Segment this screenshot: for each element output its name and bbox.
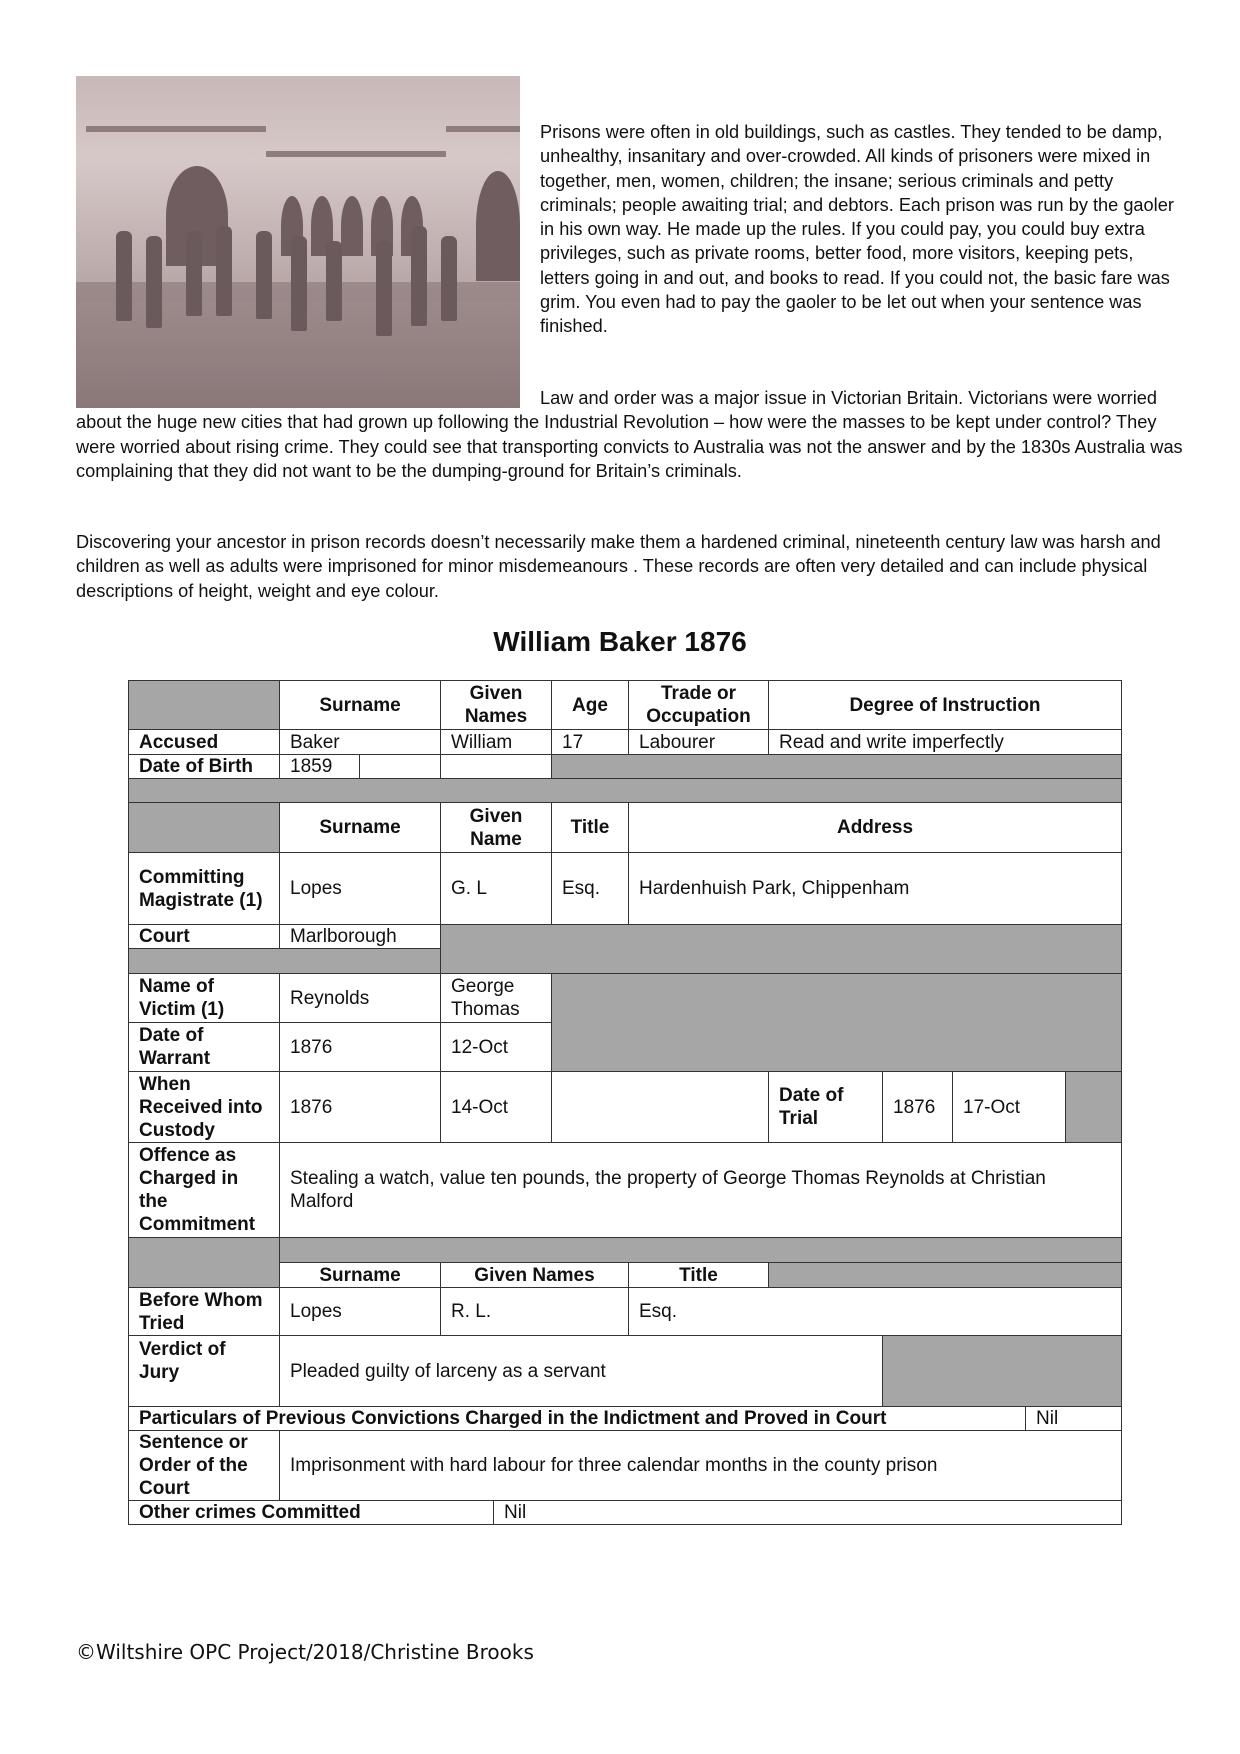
other-crimes-label: Other crimes Committed (128, 1500, 494, 1525)
trial-year: 1876 (882, 1071, 953, 1143)
figure (411, 226, 427, 326)
victim-given-names: George Thomas (440, 973, 552, 1023)
magistrate-given-name: G. L (440, 852, 552, 925)
intro-paragraph: Prisons were often in old buildings, such as castles. They tended to be damp, unhealthy, insanitary and over-crowded. All kinds of prisoners were mixed in together, men, women, children; the insane; serious criminals and petty criminals; people awaiting trial; and debtors. Each prison was run by the gaoler in his own way. He made up the rules. If you could pay, you could buy extra privileges, such as private rooms, better food, more visitors, keeping pets, letters going in and out, and books to read. If you could not, the basic fare was grim. You even had to pay the gaoler to be let out when your sentence was finished. (540, 122, 1174, 337)
shaded-cell (128, 1237, 280, 1288)
custody-label: When Received into Custody (128, 1071, 280, 1143)
header-title: Title (551, 802, 629, 853)
sentence-label: Sentence or Order of the Court (128, 1430, 280, 1501)
blank-cell (551, 1071, 769, 1143)
victim-surname: Reynolds (279, 973, 441, 1023)
accused-instruction: Read and write imperfectly (768, 729, 1122, 755)
dob-label: Date of Birth (128, 754, 280, 779)
shaded-cell (128, 948, 441, 974)
prison-photo (76, 76, 520, 408)
warrant-year: 1876 (279, 1022, 441, 1072)
magistrate-label: Committing Magistrate (1) (128, 852, 280, 925)
sentence-value: Imprisonment with hard labour for three calendar months in the county prison (279, 1430, 1122, 1501)
shaded-cell (882, 1335, 1122, 1407)
header-given-names: Given Names (440, 680, 552, 730)
warrant-label: Date of Warrant (128, 1022, 280, 1072)
blank-cell (128, 680, 280, 730)
accused-age: 17 (551, 729, 629, 755)
arch (341, 196, 363, 256)
previous-convictions-value: Nil (1025, 1406, 1122, 1431)
figure (256, 231, 272, 319)
header-address: Address (628, 802, 1122, 853)
law-and-order-paragraph: Law and order was a major issue in Victorian Britain. Victorians were worried about the huge new cities that had grown up following the Industrial Revolution – how were the masses to be kept under control? They were worried about rising crime. They could see that transporting convicts to Australia was not the answer and by the 1830s Australia was complaining that they did not want to be the dumping-ground for Britain’s criminals. (76, 388, 1183, 481)
records-paragraph: Discovering your ancestor in prison records doesn’t necessarily make them a hardened criminal, nineteenth century law was harsh and children as well as adults were imprisoned for minor misdemeanours . These records are often very detailed and can include physical descriptions of height, weight and eye colour. (76, 532, 1161, 601)
verdict-label: Verdict of Jury (128, 1335, 280, 1407)
dob-value: 1859 (279, 754, 360, 779)
shaded-cell (551, 973, 1122, 1072)
cornice (266, 151, 446, 157)
figure (216, 226, 232, 316)
prison-record-table (128, 680, 1122, 1545)
offence-value: Stealing a watch, value ten pounds, the property of George Thomas Reynolds at Christian Malford (279, 1142, 1122, 1238)
previous-convictions-label: Particulars of Previous Convictions Charged in the Indictment and Proved in Court (128, 1406, 1026, 1431)
copyright-footer: ©Wiltshire OPC Project/2018/Christine Brooks (76, 1640, 534, 1664)
blank-cell (128, 802, 280, 853)
cornice (446, 126, 520, 132)
judge-label: Before Whom Tried (128, 1287, 280, 1336)
shaded-cell (768, 1262, 1122, 1288)
header-given-names: Given Names (440, 1262, 629, 1288)
trial-date: 17-Oct (952, 1071, 1066, 1143)
figure (291, 236, 307, 331)
accused-label: Accused (128, 729, 280, 755)
judge-surname: Lopes (279, 1287, 441, 1336)
judge-given-names: R. L. (440, 1287, 629, 1336)
figure (441, 236, 457, 321)
header-surname: Surname (279, 802, 441, 853)
other-crimes-value: Nil (493, 1500, 1122, 1525)
offence-label: Offence as Charged in the Commitment (128, 1142, 280, 1238)
shaded-cell (551, 754, 1122, 779)
header-surname: Surname (279, 680, 441, 730)
judge-title: Esq. (628, 1287, 1122, 1336)
accused-trade: Labourer (628, 729, 769, 755)
court-label: Court (128, 924, 280, 949)
header-given-name: Given Name (440, 802, 552, 853)
accused-given-names: William (440, 729, 552, 755)
figure (376, 241, 392, 336)
verdict-value: Pleaded guilty of larceny as a servant (279, 1335, 883, 1407)
figure (146, 236, 162, 328)
shaded-cell (279, 1237, 1122, 1263)
shaded-cell (440, 924, 1122, 974)
separator-row (128, 778, 1122, 803)
cornice (86, 126, 266, 132)
figure (326, 241, 342, 321)
victim-label: Name of Victim (1) (128, 973, 280, 1023)
header-age: Age (551, 680, 629, 730)
shaded-cell (1065, 1071, 1122, 1143)
warrant-date: 12-Oct (440, 1022, 552, 1072)
trial-label: Date of Trial (768, 1071, 883, 1143)
header-instruction: Degree of Instruction (768, 680, 1122, 730)
header-trade: Trade or Occupation (628, 680, 769, 730)
magistrate-title: Esq. (551, 852, 629, 925)
magistrate-address: Hardenhuish Park, Chippenham (628, 852, 1122, 925)
custody-year: 1876 (279, 1071, 441, 1143)
blank-cell (440, 754, 552, 779)
court-value: Marlborough (279, 924, 441, 949)
header-surname: Surname (279, 1262, 441, 1288)
record-title: William Baker 1876 (493, 626, 747, 657)
header-title: Title (628, 1262, 769, 1288)
custody-date: 14-Oct (440, 1071, 552, 1143)
figure (186, 231, 202, 316)
blank-cell (359, 754, 441, 779)
figure (116, 231, 132, 321)
arch (476, 171, 520, 281)
magistrate-surname: Lopes (279, 852, 441, 925)
accused-surname: Baker (279, 729, 441, 755)
